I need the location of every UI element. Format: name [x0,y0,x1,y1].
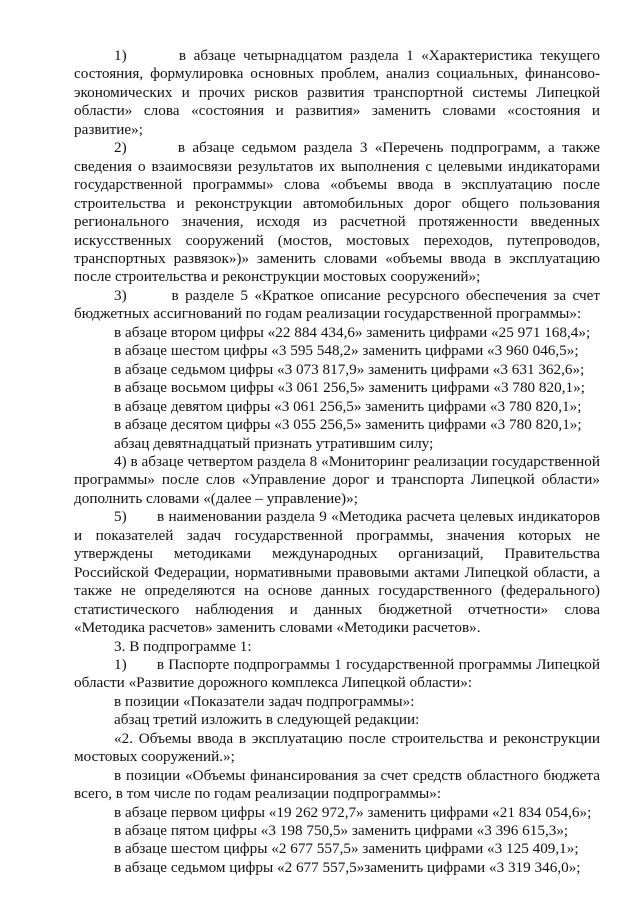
paragraph-repeal: абзац девятнадцатый признать утратившим силу; [114,434,434,452]
paragraph-third-edit: абзац третий изложить в следующей редакции: [114,711,420,729]
paragraph-item-3: 3) в разделе 5 «Краткое описание ресурсного обеспечения за счет бюджетных ассигнований по годам реализации государственной программы»: [74,286,600,323]
paragraph-amount-6: в абзаце десятом цифры «3 055 256,5» заменить цифрами «3 780 820,1»; [114,416,582,434]
paragraph-amount-4: в абзаце восьмом цифры «3 061 256,5» заменить цифрами «3 780 820,1»; [114,379,585,397]
paragraph-fin-amount-2: в абзаце пятом цифры «3 198 750,5» заменить цифрами «3 396 615,3»; [114,822,569,840]
document-body [74,47,600,877]
paragraph-item-2: 2) в абзаце седьмом раздела 3 «Перечень подпрограмм, а также сведения о взаимосвязи результатов их выполнения с целевыми индикаторами государственной программы» слова «объемы ввода в эксплуатацию после строительства и реконструкции автомобильных дорог общего пользования регионального значения, исходя из расчетной протяженности введенных искусственных сооружений (мостов, мостовых переходов, путепроводов, транспортных развязок»)» заменить словами «объемы ввода в эксплуатацию после строительства и реконструкции мостовых сооружений»; [74,139,600,286]
paragraph-position-indicators: в позиции «Показатели задач подпрограммы»: [114,692,415,710]
paragraph-quote: «2. Объемы ввода в эксплуатацию после строительства и реконструкции мостовых сооружений.»; [74,729,600,766]
paragraph-fin-amount-4: в абзаце седьмом цифры «2 677 557,5»заменить цифрами «3 319 346,0»; [114,858,581,876]
paragraph-amount-5: в абзаце девятом цифры «3 061 256,5» заменить цифрами «3 780 820,1»; [114,397,582,415]
paragraph-item-5: 5) в наименовании раздела 9 «Методика расчета целевых индикаторов и показателей задач государственной программы, значения которых не утверждены методиками международных организаций, Правительства Российской Федерации, нормативными правовыми актами Липецкой области, а также не определяются на основе данных государственного (федерального) статистического наблюдения и данных бюджетной отчетности» слова «Методика расчетов» заменить словами «Методики расчетов». [74,508,600,637]
paragraph-amount-3: в абзаце седьмом цифры «3 073 817,9» заменить цифрами «3 631 362,6»; [114,360,585,378]
paragraph-fin-amount-1: в абзаце первом цифры «19 262 972,7» заменить цифрами «21 834 054,6»; [114,803,592,821]
paragraph-item-4: 4) в абзаце четвертом раздела 8 «Мониторинг реализации государственной программы» после слов «Управление дорог и транспорта Липецкой области» дополнить словами «(далее – управление)»; [74,452,600,507]
paragraph-amount-1: в абзаце втором цифры «22 884 434,6» заменить цифрами «25 971 168,4»; [114,323,591,341]
paragraph-sub-item-1: 1) в Паспорте подпрограммы 1 государственной программы Липецкой области «Развитие дорожного комплекса Липецкой области»: [74,655,600,692]
paragraph-amount-2: в абзаце шестом цифры «3 595 548,2» заменить цифрами «3 960 046,5»; [114,342,579,360]
paragraph-fin-amount-3: в абзаце шестом цифры «2 677 557,5» заменить цифрами «3 125 409,1»; [114,840,579,858]
paragraph-item-1: 1) в абзаце четырнадцатом раздела 1 «Характеристика текущего состояния, формулировка основных проблем, анализ социальных, финансово-экономических и прочих рисков развития транспортной системы Липецкой области» слова «состояния и развития» заменить словами «состояния и развитие»; [74,47,600,138]
paragraph-section-3: 3. В подпрограмме 1: [114,637,252,655]
paragraph-position-financing: в позиции «Объемы финансирования за счет средств областного бюджета всего, в том числе по годам реализации подпрограммы»: [74,766,600,803]
